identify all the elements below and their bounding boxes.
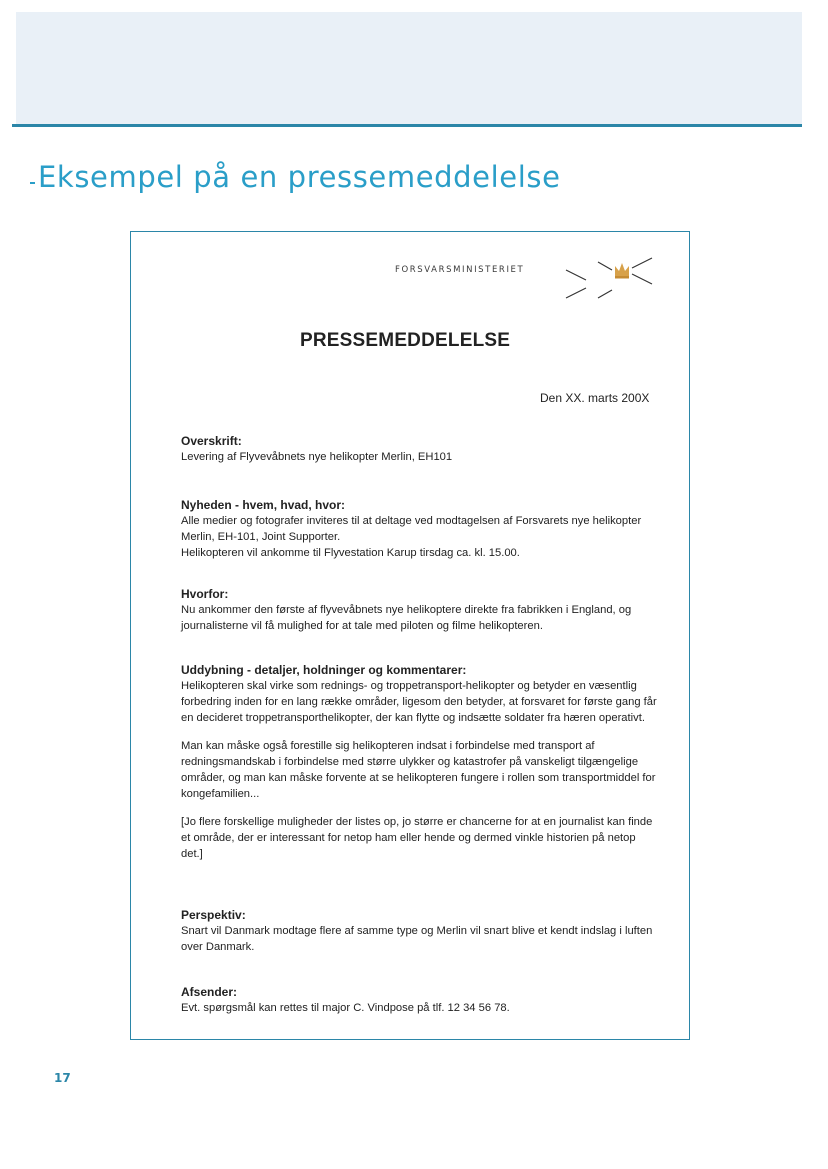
section-text: [Jo flere forskellige muligheder der listes op, jo større er chancerne for at en journalist kan finde et område, der er interessant for netop ham eller hende og dermed vinkle historien på netop det.] [181, 816, 653, 860]
header-rule [12, 124, 802, 127]
section-news [181, 497, 657, 561]
section-title: Eksempel på en pressemeddelelse [38, 160, 561, 194]
press-release-heading: PRESSEMEDDELELSE [300, 330, 511, 351]
section-label: Perspektiv: [181, 908, 246, 922]
section-details [181, 662, 657, 862]
release-date: Den XX. marts 200X [540, 391, 650, 405]
section-text: Alle medier og fotografer inviteres til at deltage ved modtagelsen af Forsvarets nye helikopter Merlin, EH-101, Joint Supporter. [181, 515, 642, 543]
ministry-name: FORSVARSMINISTERIET [395, 265, 525, 275]
crown-icon [615, 263, 629, 279]
section-text: Levering af Flyvevåbnets nye helikopter Merlin, EH101 [181, 451, 453, 463]
section-label: Hvorfor: [181, 587, 229, 601]
section-headline [181, 433, 657, 465]
section-text: Evt. spørgsmål kan rettes til major C. Vindpose på tlf. 12 34 56 78. [181, 1002, 510, 1014]
section-label: Overskrift: [181, 434, 242, 448]
section-text: Helikopteren skal virke som rednings- og troppetransport-helikopter og betyder en væsentlig forbedring inden for en lang række områder, ligesom den betyder, at forsvaret for første gang får en decideret troppetransporthelikopter, der kan flytte og indsætte soldater fra hæren operativt. [181, 680, 657, 724]
ministry-emblem-icon [560, 250, 656, 304]
section-text: Snart vil Danmark modtage flere af samme type og Merlin vil snart blive et kendt indslag i luften over Danmark. [181, 925, 653, 953]
section-text: Helikopteren vil ankomme til Flyvestation Karup tirsdag ca. kl. 15.00. [181, 547, 520, 559]
section-text: Nu ankommer den første af flyvevåbnets nye helikoptere direkte fra fabrikken i England, og journalisterne vil få mulighed for at tale med piloten og filme helikopteren. [181, 604, 632, 632]
section-label: Afsender: [181, 985, 238, 999]
section-label: Nyheden - hvem, hvad, hvor: [181, 498, 346, 512]
page-number: 17 [54, 1071, 71, 1085]
section-sender [181, 984, 657, 1016]
section-label: Uddybning - detaljer, holdninger og kommentarer: [181, 663, 467, 677]
section-text: Man kan måske også forestille sig helikopteren indsat i forbindelse med transport af redningsmandskab i forbindelse med større ulykker og katastrofer på vanskeligt tilgængelige områder, og man kan måske forvente at se helikopteren fungere i rollen som transportmiddel for kongefamilien... [181, 740, 656, 800]
emblem-lines [566, 258, 652, 298]
section-perspective [181, 907, 657, 955]
title-tick [30, 182, 35, 184]
section-why [181, 586, 657, 634]
header-band [16, 12, 802, 125]
